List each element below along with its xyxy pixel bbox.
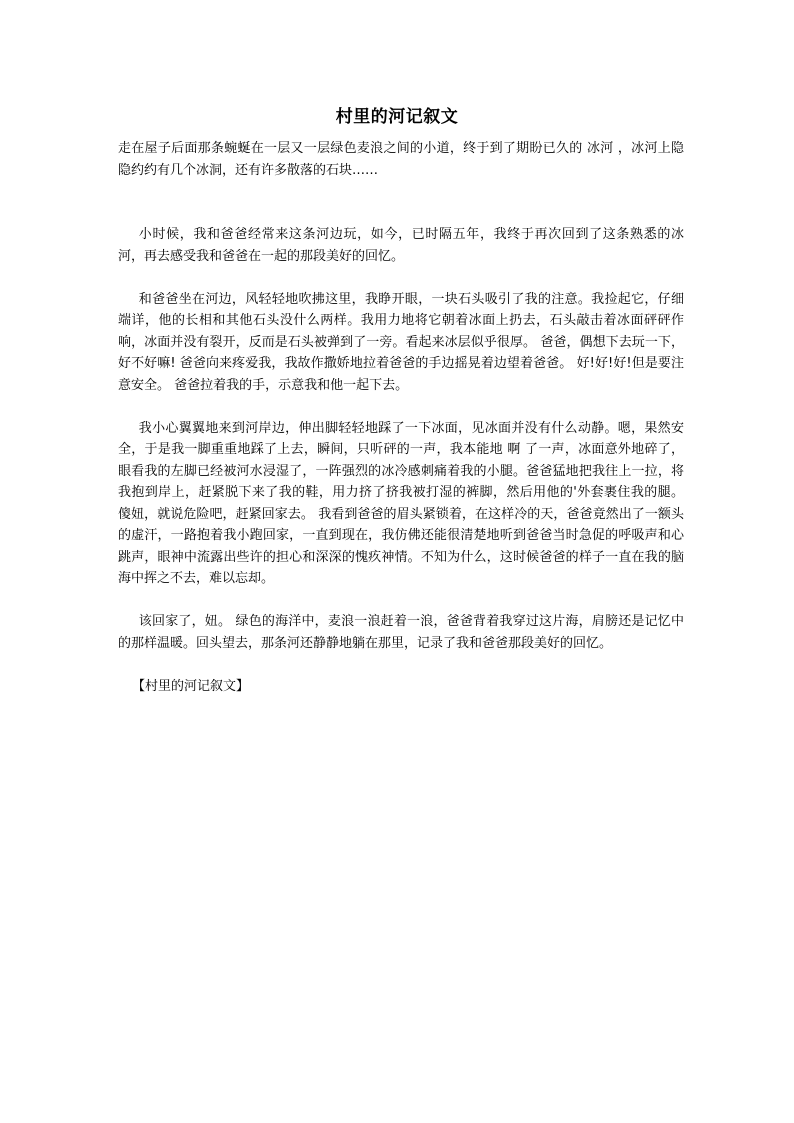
body-paragraph-1: 小时候，我和爸爸经常来这条河边玩，如今，已时隔五年，我终于再次回到了这条熟悉的冰河，再去感受我和爸爸在一起的那段美好的回忆。 (118, 227, 684, 264)
body-paragraph-2: 和爸爸坐在河边，风轻轻地吹拂这里，我睁开眼，一块石头吸引了我的注意。我捡起它，仔细端详，他的长相和其他石头没什么两样。我用力地将它朝着冰面上扔去，石头敲击着冰面砰砰作响，冰面并没有裂开，反而是石头被弹到了一旁。看起来冰层似乎很厚。 爸爸，偶想下去玩一下，好不好嘛! 爸爸向来疼爱我，我故作撒娇地拉着爸爸的手边摇晃着边望着爸爸。 好!好!好!但是要注意安全。 爸爸拉着我的手，示意我和他一起下去。 (118, 291, 684, 393)
document-body (118, 138, 684, 697)
body-paragraph-4: 该回家了，妞。 绿色的海洋中，麦浪一浪赶着一浪，爸爸背着我穿过这片海，肩膀还是记忆中的那样温暖。回头望去，那条河还静静地躺在那里，记录了我和爸爸那段美好的回忆。 (118, 614, 684, 651)
intro-paragraph: 走在屋子后面那条蜿蜒在一层又一层绿色麦浪之间的小道，终于到了期盼已久的 冰河 ，冰河上隐隐约约有几个冰洞，还有许多散落的石块…… (118, 141, 684, 178)
body-paragraph-3: 我小心翼翼地来到河岸边，伸出脚轻轻地踩了一下冰面，见冰面并没有什么动静。嗯，果然安全，于是我一脚重重地踩了上去，瞬间，只听砰的一声，我本能地 啊 了一声，冰面意外地碎了，眼看我的左脚已经被河水浸湿了，一阵强烈的冰冷感刺痛着我的小腿。爸爸猛地把我往上一拉，将我抱到岸上，赶紧脱下来了我的鞋，用力挤了挤我被打湿的裤脚，然后用他的'外套裹住我的腿。 傻妞，就说危险吧，赶紧回家去。 我看到爸爸的眉头紧锁着，在这样冷的天，爸爸竟然出了一额头的虚汗，一路抱着我小跑回家，一直到现在，我仿佛还能很清楚地听到爸爸当时急促的呼吸声和心跳声，眼神中流露出些许的担心和深深的愧疚神情。不知为什么，这时候爸爸的样子一直在我的脑海中挥之不去，难以忘却。 (118, 420, 684, 586)
document-title: 村里的河记叙文 (335, 107, 459, 127)
closing-title: 【村里的河记叙文】 (132, 678, 250, 694)
